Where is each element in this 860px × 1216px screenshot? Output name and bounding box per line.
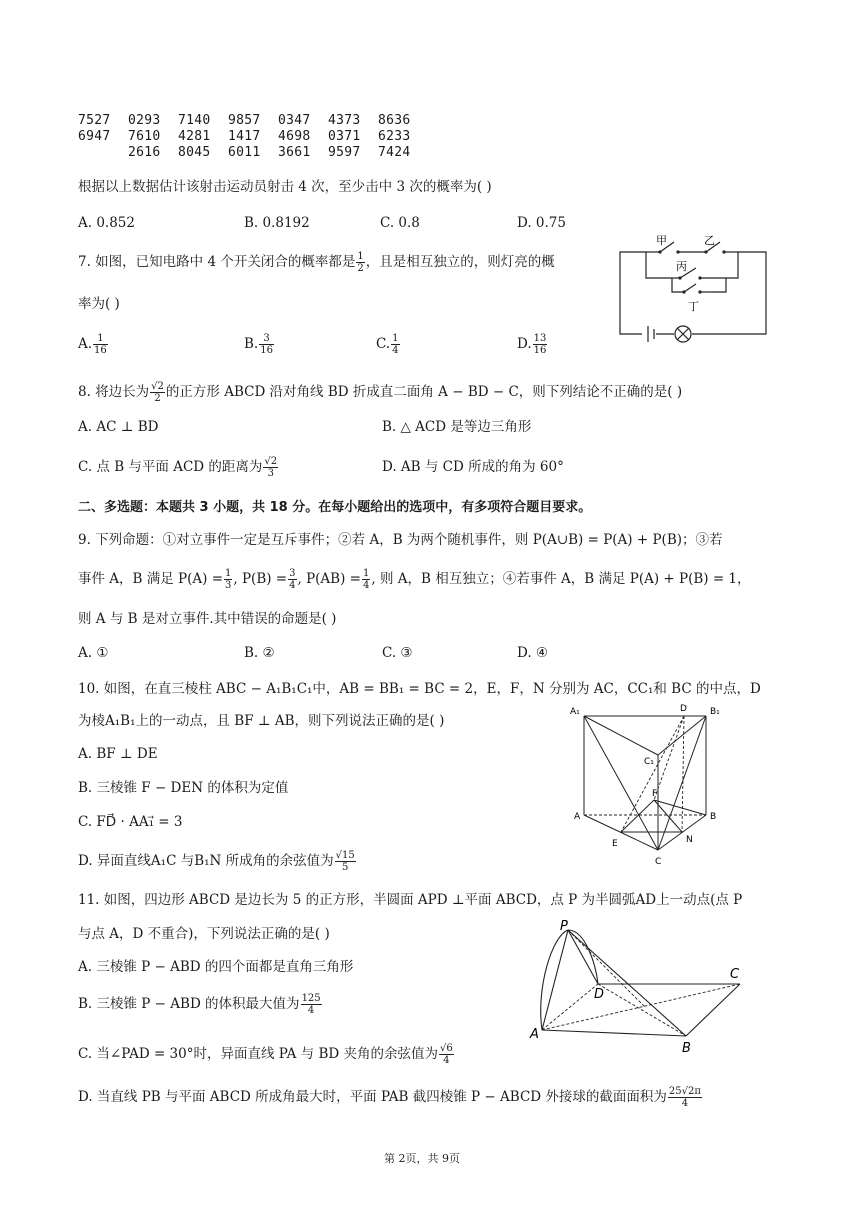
q6-option-d: D. 0.75 <box>517 215 566 231</box>
switch-ding-label: 丁 <box>688 300 699 313</box>
q9-line-2: 事件 A，B 满足 P(A) = $\frac{1}{3}$ , P(B) = $\frac{3}{4}$ , P(AB) = $\frac{1}{4}$ , 则 A，B 相互独立；④若事件 A，B 满足 P(A) + P(B) = 1， <box>78 568 751 591</box>
q7-option-b: B. $\frac{3}{16}$ <box>244 333 273 356</box>
random-row-1: 7527 0293 7140 9857 0347 4373 8636 <box>78 113 411 128</box>
q9-line-3: 则 A 与 B 是对立事件.其中错误的命题是( ) <box>78 611 337 627</box>
q9-option-c: C. ③ <box>382 645 413 661</box>
switch-bing-label: 丙 <box>676 260 687 273</box>
q9-option-b: B. ② <box>244 645 275 661</box>
q7-fraction: $\frac{1}{2}$ <box>357 251 364 274</box>
q6-stem: 根据以上数据估计该射击运动员射击 4 次，至少击中 3 次的概率为( ) <box>78 179 492 195</box>
q9-option-d: D. ④ <box>517 645 549 661</box>
switch-jia-label: 甲 <box>656 234 667 247</box>
pyramid-diagram <box>526 918 752 1056</box>
switch-yi-label: 乙 <box>704 234 715 247</box>
q8-stem: 8. 将边长为 $\frac{√2}{2}$ 的正方形 ABCD 沿对角线 BD 折成直二面角 A − BD − C，则下列结论不正确的是( ) <box>78 381 683 404</box>
q10-option-b: B. 三棱锥 F − DEN 的体积为定值 <box>78 780 289 796</box>
label-n: N <box>686 835 693 845</box>
label-b1: B₁ <box>710 707 720 717</box>
q7-option-d: D. $\frac{13}{16}$ <box>517 333 547 356</box>
label-a1: A₁ <box>570 707 580 717</box>
random-table <box>78 113 428 160</box>
label-d: D <box>680 704 687 714</box>
q9-line-1: 9. 下列命题：①对立事件一定是互斥事件；②若 A，B 为两个随机事件，则 P(A∪B) = P(A) + P(B)；③若 <box>78 532 723 548</box>
label-b: B <box>682 1041 691 1056</box>
q7-stem: 7. 如图，已知电路中 4 个开关闭合的概率都是 $\frac{1}{2}$ ，且是相互独立的，则灯亮的概 <box>78 251 555 274</box>
q8-option-c: C. 点 B 与平面 ACD 的距离为 $\frac{√2}{3}$ <box>78 456 278 479</box>
q10-option-c: C. FD⃗ · AA₁⃗ = 3 <box>78 814 183 830</box>
q11-option-a: A. 三棱锥 P − ABD 的四个面都是直角三角形 <box>78 959 354 975</box>
page-footer: 第 2页，共 9页 <box>384 1152 460 1165</box>
label-e: E <box>612 839 618 849</box>
label-f: F <box>652 789 658 799</box>
random-row-2: 6947 7610 4281 1417 4698 0371 6233 <box>78 129 411 144</box>
section-heading: 二、多选题：本题共 3 小题，共 18 分。在每小题给出的选项中，有多项符合题目要求。 <box>78 500 592 515</box>
q8-option-d: D. AB 与 CD 所成的角为 60° <box>382 459 564 475</box>
label-d: D <box>594 987 605 1002</box>
q11-option-b: B. 三棱锥 P − ABD 的体积最大值为 $\frac{125}{4}$ <box>78 993 321 1016</box>
circuit-diagram <box>616 230 772 348</box>
q6-option-c: C. 0.8 <box>380 215 420 231</box>
q10-option-a: A. BF ⊥ DE <box>78 746 158 762</box>
label-a: A <box>530 1027 539 1042</box>
label-a: A <box>574 812 581 822</box>
q8-option-a: A. AC ⊥ BD <box>78 419 159 435</box>
label-p: P <box>560 919 568 934</box>
q11-line-2: 与点 A，D 不重合)，下列说法正确的是( ) <box>78 926 330 942</box>
label-c: C <box>730 967 740 982</box>
q7-option-c: C. $\frac{1}{4}$ <box>376 333 399 356</box>
prism-diagram <box>566 700 732 870</box>
q8-option-b: B. △ ACD 是等边三角形 <box>382 419 532 435</box>
q10-line-2: 为棱A₁B₁上的一动点，且 BF ⊥ AB，则下列说法正确的是( ) <box>78 713 445 729</box>
label-c1: C₁ <box>644 757 654 767</box>
q11-option-c: C. 当∠PAD = 30°时，异面直线 PA 与 BD 夹角的余弦值为 $\frac{√6}{4}$ <box>78 1043 453 1066</box>
label-c: C <box>655 857 662 867</box>
q10-option-d: D. 异面直线A₁C 与B₁N 所成角的余弦值为 $\frac{√15}{5}$ <box>78 850 355 873</box>
q10-line-1: 10. 如图，在直三棱柱 ABC − A₁B₁C₁中，AB = BB₁ = BC = 2，E，F，N 分别为 AC，CC₁和 BC 的中点，D <box>78 681 761 697</box>
q7-option-a: A. $\frac{1}{16}$ <box>78 333 107 356</box>
q7-stem-cont: 率为( ) <box>78 296 120 312</box>
q6-option-b: B. 0.8192 <box>244 215 310 231</box>
random-row-3: 2616 8045 6011 3661 9597 7424 <box>128 145 411 160</box>
q11-line-1: 11. 如图，四边形 ABCD 是边长为 5 的正方形，半圆面 APD ⊥平面 ABCD，点 P 为半圆弧AD上一动点(点 P <box>78 892 743 908</box>
q9-option-a: A. ① <box>78 645 109 661</box>
q6-option-a: A. 0.852 <box>78 215 135 231</box>
q11-option-d: D. 当直线 PB 与平面 ABCD 所成角最大时，平面 PAB 截四棱锥 P − ABCD 外接球的截面面积为 $\frac{25√2\pi}{4}$ <box>78 1086 701 1109</box>
label-b: B <box>710 812 717 822</box>
